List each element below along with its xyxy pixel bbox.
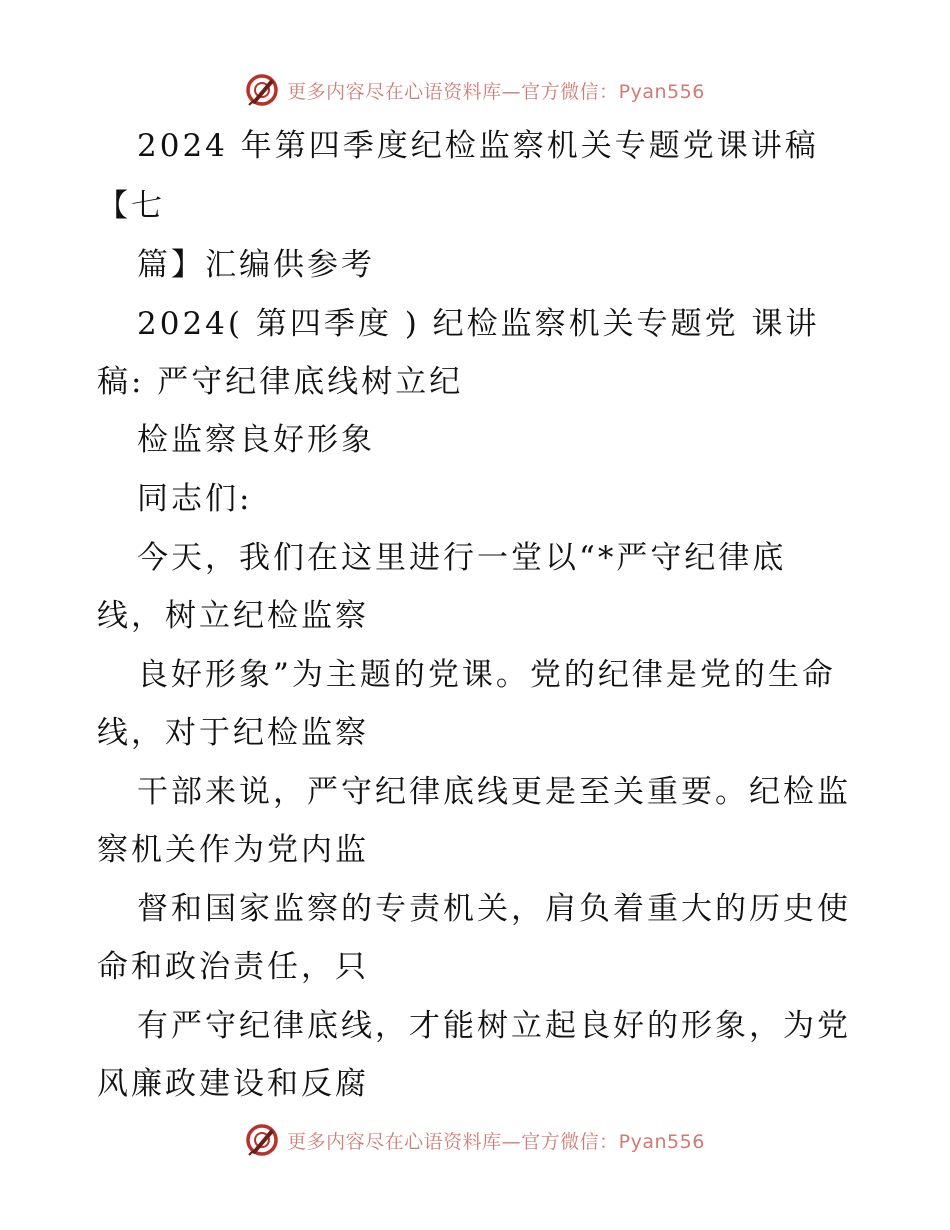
body-line: 良好形象”为主题的党课。党的纪律是党的生命	[137, 657, 836, 693]
title-line-2: 【七	[97, 188, 165, 224]
subtitle-line-1: 2024( 第四季度 ) 纪检监察机关专题党 课讲	[137, 306, 820, 342]
quill-logo-icon	[245, 73, 279, 107]
header-watermark	[0, 70, 950, 110]
salutation: 同志们:	[137, 481, 253, 517]
body-line: 察机关作为党内监	[97, 832, 369, 868]
body-line: 线，对于纪检监察	[97, 715, 369, 751]
watermark-text: 更多内容尽在心语资料库—官方微信：Pyan556	[287, 80, 705, 103]
quill-logo-icon	[245, 1123, 279, 1157]
title-line-1: 2024 年第四季度纪检监察机关专题党课讲稿	[137, 128, 819, 164]
subtitle-line-3: 检监察良好形象	[137, 422, 375, 458]
body-line: 有严守纪律底线，才能树立起良好的形象，为党	[137, 1008, 851, 1044]
footer-watermark	[0, 1120, 950, 1160]
watermark-text: 更多内容尽在心语资料库—官方微信：Pyan556	[287, 1130, 705, 1153]
body-line: 命和政治责任，只	[97, 949, 369, 985]
subtitle-line-2: 稿: 严守纪律底线树立纪	[97, 364, 464, 400]
body-line: 线，树立纪检监察	[97, 598, 369, 634]
body-line: 风廉政建设和反腐	[97, 1066, 369, 1102]
body-line: 今天，我们在这里进行一堂以“*严守纪律底	[137, 540, 787, 576]
title-line-3: 篇】汇编供参考	[137, 247, 375, 283]
body-line: 干部来说，严守纪律底线更是至关重要。纪检监	[137, 774, 851, 810]
body-line: 督和国家监察的专责机关，肩负着重大的历史使	[137, 891, 851, 927]
